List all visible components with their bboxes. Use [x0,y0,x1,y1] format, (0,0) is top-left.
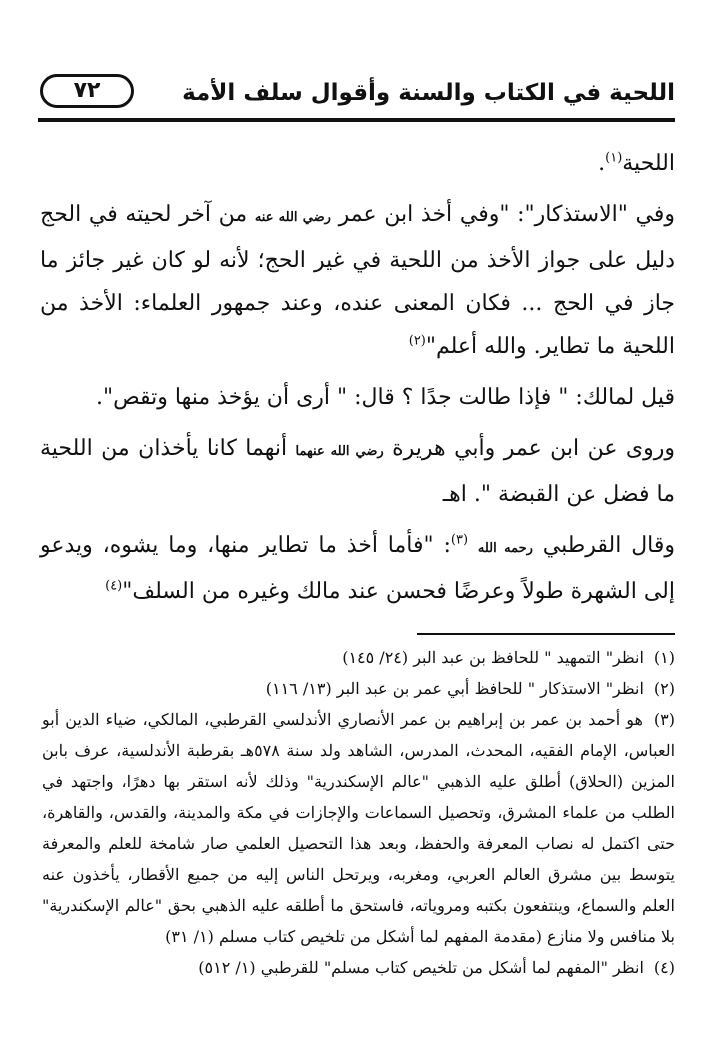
footnote-number: (٤) [653,958,675,977]
paragraph-3: وروى عن ابن عمر وأبي هريرة رضي الله عنهما أنهما كانا يأخذان من اللحية ما فضل عن القبضة ". اهـ [40,436,675,507]
footnote-ref-4[interactable]: (٤) [105,578,123,594]
footnotes [42,642,675,983]
footnote-3: (٣) هو أحمد بن عمر بن إبراهيم بن عمر الأنصاري الأندلسي القرطبي، المالكي، ضياء الدين أبو العباس، الإمام الفقيه، المحدث، المدرس، الشاهد ولد سنة ٥٧٨هـ بقرطبة الأندلسية، عرف بابن المزين (الحلاق) أطلق عليه الذهبي "عالم الإسكندرية" وذلك لأنه استقر بها دهرًا، واجتهد في الطلب من علماء المشرق، وتحصيل السماعات والإجازات في مكة والمدينة، والقدس، والقاهرة، حتى اكتمل له نصاب المعرفة والحفظ، وبعد هذا التحصيل العلمي صار شامخة للعلم والمعرفة يتوسط بين مشرق العالم العربي، ومغربه، ويرتحل الناس إليه من جميع الأقطار، يأخذون عنه العلم والسماع، وينتفعون بكتبه ومروياته، فاستحق ما أطلقه عليه الذهبي بحق "عالم الإسكندرية" بلا منافس ولا منازع (مقدمة المفهم لما أشكل من تلخيص كتاب مسلم (١/ ٣١) [42,704,675,952]
running-title: اللحية في الكتاب والسنة وأقوال سلف الأمة [182,80,675,106]
main-text [40,142,675,613]
honorific-glyph: رضي الله عنه [254,210,331,225]
page-number: ٧٢ [73,78,101,103]
footnote-ref-1[interactable]: (١) [605,150,623,166]
page-number-badge [40,74,134,108]
header-rule [38,118,675,122]
footnote-2: (٢) انظر" الاستذكار " للحافظ أبي عمر بن عبد البر (١٣/ ١١٦) [42,673,675,704]
paragraph-1: وفي "الاستذكار": "وفي أخذ ابن عمر رضي الله عنه من آخر لحيته في الحج دليل على جواز الأخذ من اللحية في غير الحج؛ لأنه لو كان غير جائز ما جاز في الحج ... فكان المعنى عنده، وعند جمهور العلماء: الأخذ من اللحية ما تطاير. والله أعلم"$^{(٢)}$ [40,202,676,359]
paragraph-0: اللحية$^{(١)}$. [598,150,675,176]
footnote-number: (١) [653,648,675,667]
footnote-1: (١) انظر" التمهيد " للحافظ بن عبد البر (٢٤/ ١٤٥) [42,642,675,673]
paragraph-2: قيل لمالك: " فإذا طالت جدًا ؟ قال: " أرى أن يؤخذ منها وتقص". [95,385,675,410]
footnote-separator [417,633,675,635]
honorific-glyph: رحمه الله [477,541,533,556]
honorific-glyph: رضي الله عنهما [295,444,384,459]
footnote-4: (٤) انظر "المفهم لما أشكل من تلخيص كتاب مسلم" للقرطبي (١/ ٥١٢) [42,952,675,983]
paragraph-4: وقال القرطبي رحمه الله $^{(٣)}$: "فأما أخذ ما تطاير منها، وما يشوه، ويدعو إلى الشهرة طولاً وعرضًا فحسن عند مالك وغيره من السلف"$^{(٤)}$ [40,532,676,604]
footnote-number: (٣) [653,710,675,729]
footnote-ref-3[interactable]: (٣) [450,532,469,548]
footnote-ref-2[interactable]: (٢) [408,333,426,349]
footnote-number: (٢) [653,679,675,698]
page-header [38,74,675,118]
